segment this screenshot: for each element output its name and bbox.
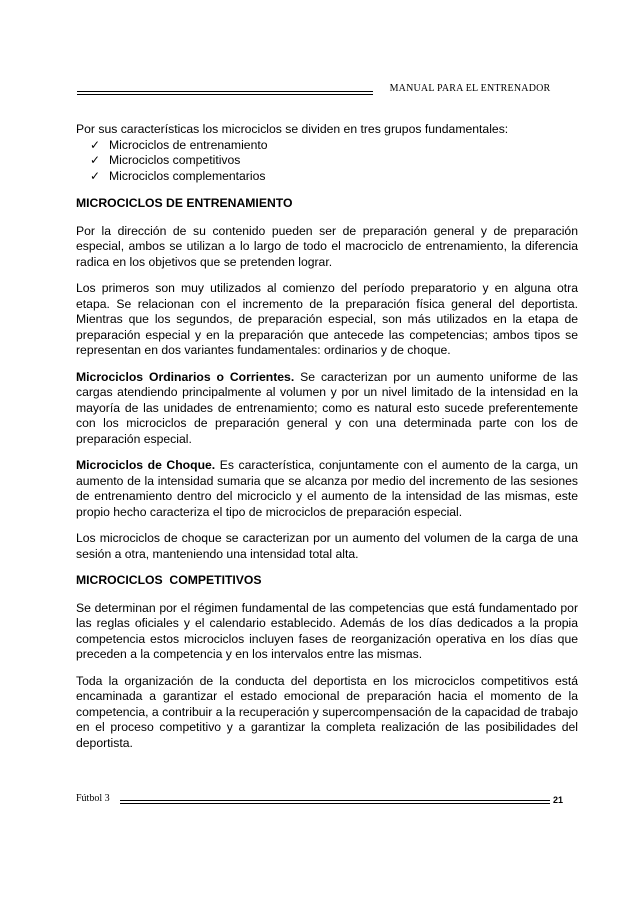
paragraph-ordinary xyxy=(76,370,578,448)
paragraph: Toda la organización de la conducta del deportista en los microciclos competitivos está encaminada a garantizar el estado emocional de preparación hacia el momento de la competencia, a contribuir a la recuperación y supercompensación de la capacidad de trabajo en el proceso competitivo y a garantizar la completa realización de las posibilidades del deportista. xyxy=(76,673,578,750)
check-icon: ✓ xyxy=(90,168,101,183)
term-ordinary: Microciclos Ordinarios o Corrientes. xyxy=(76,369,295,384)
check-icon: ✓ xyxy=(90,137,101,152)
page-number: 21 xyxy=(553,795,564,805)
paragraph: Los microciclos de choque se caracterizan por un aumento del volumen de la carga de una sesión a otra, manteniendo una intensidad total alta. xyxy=(76,531,578,561)
check-icon: ✓ xyxy=(90,153,101,167)
microcycle-types-list xyxy=(76,138,578,185)
intro-paragraph: Por sus características los microciclos se dividen en tres grupos fundamentales: xyxy=(76,122,509,136)
footer-rule xyxy=(120,800,550,804)
header-rule xyxy=(77,91,373,95)
list-item-label: Microciclos competitivos xyxy=(109,153,241,167)
footer-title: Fútbol 3 xyxy=(76,793,110,804)
paragraph-text: Es característica, conjuntamente con el aumento de la carga, un aumento de la intensidad sumaria que se alcanza por medio del incremento de las sesiones de entrenamiento dentro del microciclo y el aumento de la intensidad de las mismas, este propio hecho caracteriza el tipo de microciclos de preparación especial. xyxy=(76,458,578,519)
paragraph-text: Se caracterizan por un aumento uniforme de las cargas atendiendo principalmente al volumen y por un nivel limitado de la intensidad en la mayoría de las unidades de entrenamiento; como es natural esto sucede preferentemente con los microciclos de preparación general y con una determinada parte con los de preparación especial. xyxy=(76,369,578,446)
section-heading-training: MICROCICLOS DE ENTRENAMIENTO xyxy=(76,196,293,210)
list-item-label: Microciclos complementarios xyxy=(109,168,266,183)
list-item xyxy=(90,138,578,154)
paragraph: Se determinan por el régimen fundamental de las competencias que está fundamentado por las reglas oficiales y el calendario establecido. Además de los días dedicados a la propia competencia estos microciclos incluyen fases de reorganización operativa en los días que preceden a la competencia y en los intervalos entre las mismas. xyxy=(76,600,578,661)
term-shock: Microciclos de Choque. xyxy=(76,458,216,472)
list-item-label: Microciclos de entrenamiento xyxy=(109,137,268,152)
paragraph-shock xyxy=(76,458,578,520)
list-item xyxy=(90,153,578,169)
page-content xyxy=(76,122,578,762)
list-item xyxy=(90,169,578,185)
header-title: MANUAL PARA EL ENTRENADOR xyxy=(389,83,551,94)
section-heading-competitive: MICROCICLOS COMPETITIVOS xyxy=(76,573,262,587)
paragraph: Por la dirección de su contenido pueden ser de preparación general y de preparación especial, ambos se utilizan a lo largo de todo el macrociclo de entrenamiento, la diferencia radica en los objetivos que se pretenden lograr. xyxy=(76,223,578,269)
paragraph: Los primeros son muy utilizados al comienzo del período preparatorio y en alguna otra etapa. Se relacionan con el incremento de la preparación física general del deportista. Mientras que los segundos, de preparación especial, son más utilizados en la etapa de preparación especial y en la preparación que antecede las competencias; ambos tipos se representan en dos variantes fundamentales: ordinarios y de choque. xyxy=(76,281,578,357)
